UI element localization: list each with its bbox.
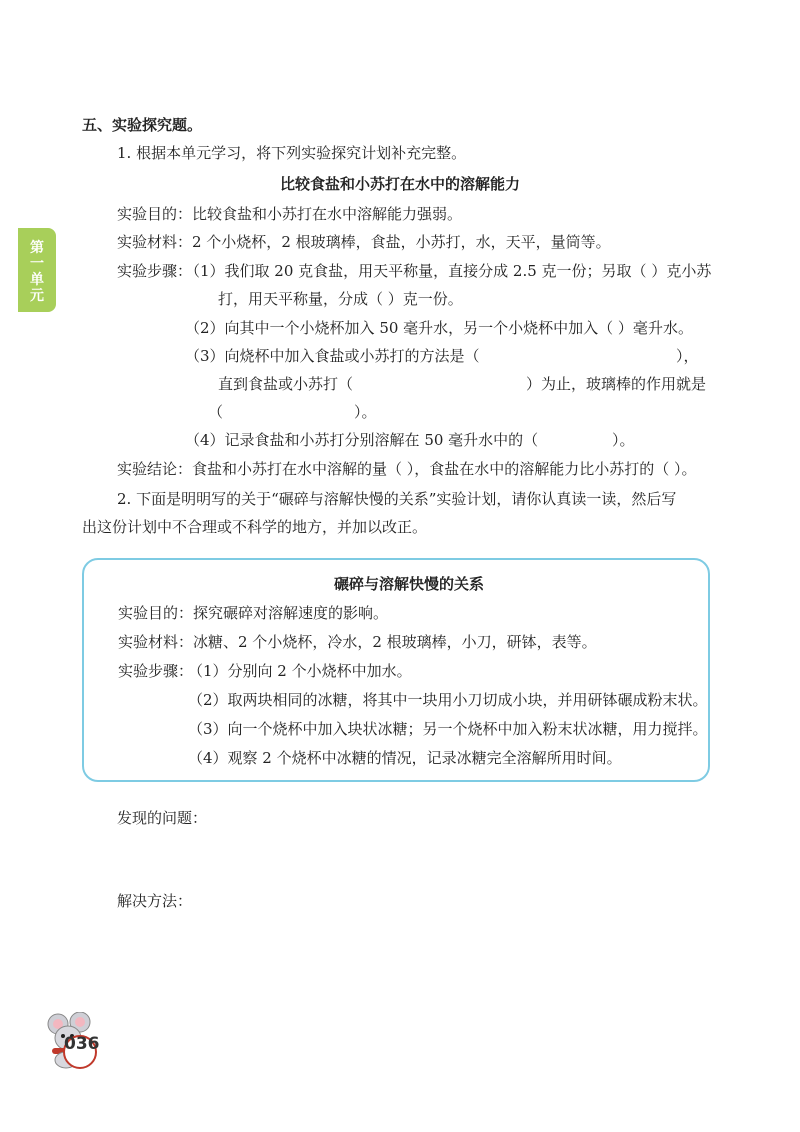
q1-step2: （2）向其中一个小烧杯加入 50 毫升水，另一个小烧杯中加入（ ）毫升水。 xyxy=(185,319,693,337)
plan-box-step2: （2）取两块相同的冰糖，将其中一块用小刀切成小块，并用研钵碾成粉末状。 xyxy=(188,691,708,709)
unit-side-tab xyxy=(18,228,56,312)
plan-box-steps-label: 实验步骤： xyxy=(118,662,194,680)
plan-box-step1: （1）分别向 2 个小烧杯中加水。 xyxy=(188,662,412,680)
q1-experiment-title: 比较食盐和小苏打在水中的溶解能力 xyxy=(280,175,521,193)
q1-steps-label: 实验步骤： xyxy=(117,262,193,280)
q1-conclusion: 实验结论：食盐和小苏打在水中溶解的量（ ），食盐在水中的溶解能力比小苏打的（ ）。 xyxy=(117,460,697,478)
plan-box-step3: （3）向一个烧杯中加入块状冰糖；另一个烧杯中加入粉末状冰糖，用力搅拌。 xyxy=(188,720,708,738)
q1-step3-line3-end: ）。 xyxy=(354,403,377,421)
q2-prompt-line1: 2. 下面是明明写的关于“碾碎与溶解快慢的关系”实验计划，请你认真读一读，然后写 xyxy=(117,490,677,508)
q1-step4-end: ）。 xyxy=(612,431,635,449)
plan-box-title: 碾碎与溶解快慢的关系 xyxy=(334,575,485,593)
q1-step3-line2-end: ）为止，玻璃棒的作用就是 xyxy=(526,375,707,393)
plan-box-materials: 实验材料：冰糖、2 个小烧杯，冷水，2 根玻璃棒，小刀，研钵，表等。 xyxy=(118,633,597,651)
plan-box-step4: （4）观察 2 个烧杯中冰糖的情况，记录冰糖完全溶解所用时间。 xyxy=(188,749,622,767)
plan-box-purpose: 实验目的：探究碾碎对溶解速度的影响。 xyxy=(118,604,389,622)
page-number: 036 xyxy=(64,1034,100,1054)
section-title: 五、实验探究题。 xyxy=(82,116,203,134)
q1-step3-line2: 直到食盐或小苏打（ xyxy=(218,375,354,393)
unit-side-tab-label: 第一单元 xyxy=(30,240,44,304)
q1-step3-line3: （ xyxy=(208,403,224,421)
q1-step1-line1: （1）我们取 20 克食盐，用天平称量，直接分成 2.5 克一份；另取（ ）克小苏 xyxy=(185,262,712,280)
q1-step3-line1-end: ）， xyxy=(676,347,699,365)
solution-label: 解决方法： xyxy=(117,892,193,910)
q1-step3-line1: （3）向烧杯中加入食盐或小苏打的方法是（ xyxy=(185,347,480,365)
q1-step1-line2: 打，用天平称量，分成（ ）克一份。 xyxy=(218,290,463,308)
q2-prompt-line2: 出这份计划中不合理或不科学的地方，并加以改正。 xyxy=(82,518,428,536)
q1-prompt: 1. 根据本单元学习，将下列实验探究计划补充完整。 xyxy=(117,144,467,162)
problem-label: 发现的问题： xyxy=(117,809,208,827)
q1-step4: （4）记录食盐和小苏打分别溶解在 50 毫升水中的（ xyxy=(185,431,539,449)
q1-materials: 实验材料：2 个小烧杯，2 根玻璃棒，食盐，小苏打，水，天平，量筒等。 xyxy=(117,233,611,251)
q1-purpose: 实验目的：比较食盐和小苏打在水中溶解能力强弱。 xyxy=(117,205,463,223)
